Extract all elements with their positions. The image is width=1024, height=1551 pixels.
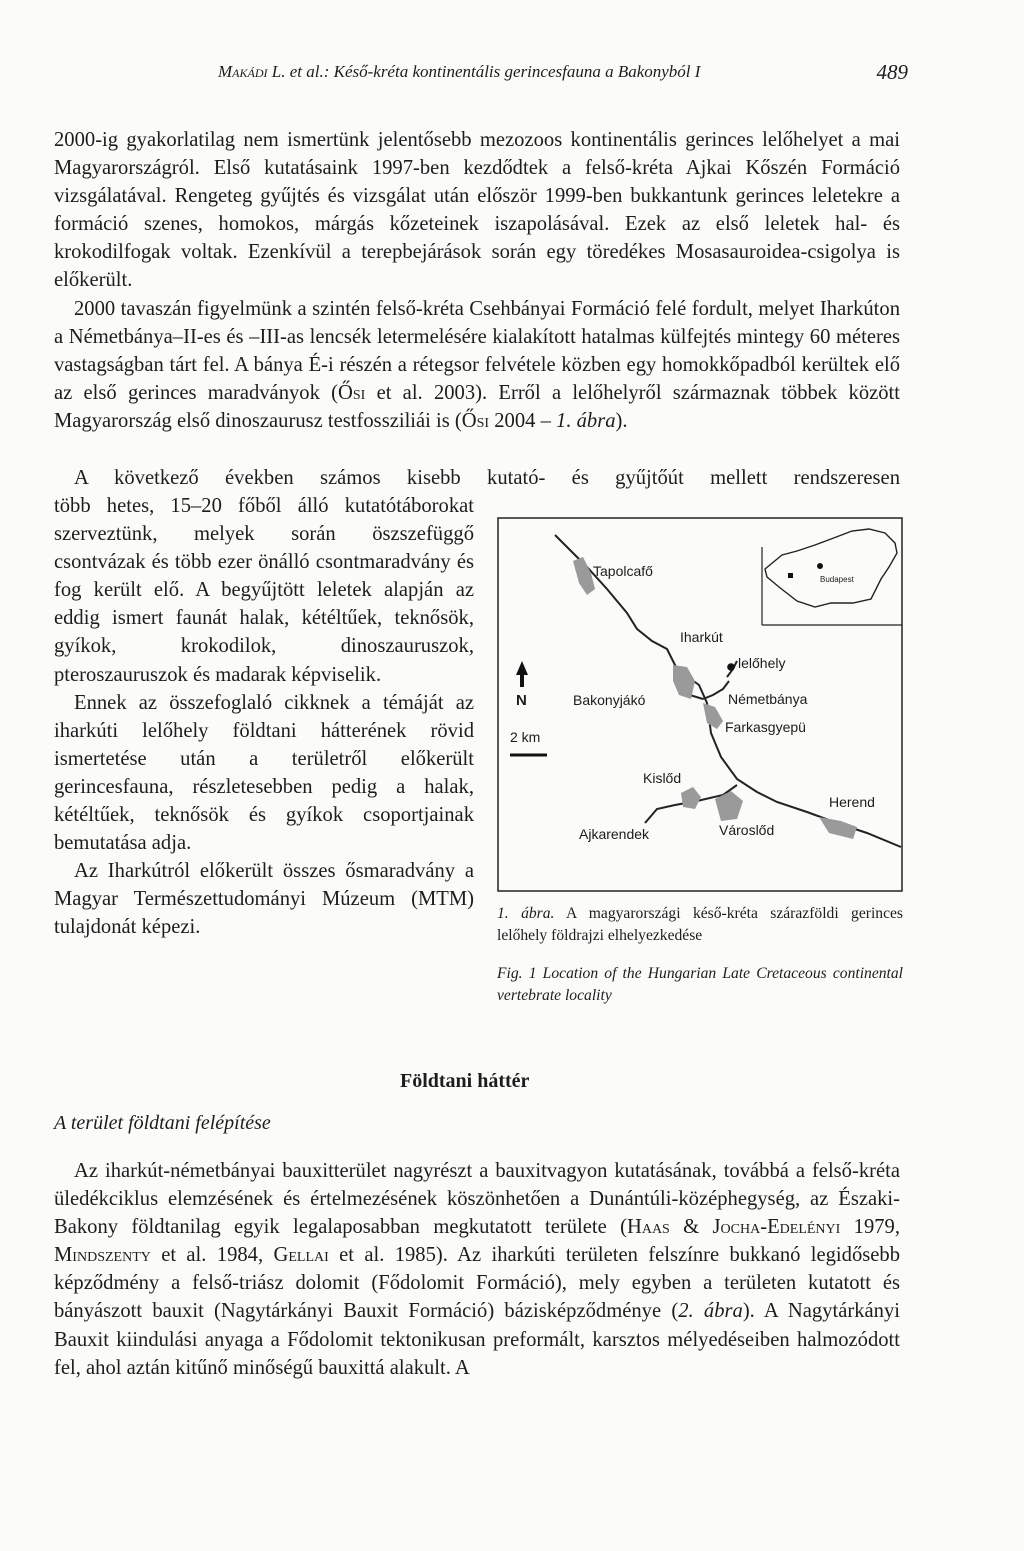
hungary-outline [765, 529, 897, 607]
locality-marker [727, 663, 735, 671]
page-number: 489 [876, 60, 908, 84]
north-label: N [516, 692, 527, 709]
p2-figure-ref: 1. ábra [556, 409, 616, 432]
geo-ref-2: Mindszenty [54, 1244, 151, 1267]
geo-figure-ref: 2. ábra [678, 1300, 743, 1323]
label-ajkarendek: Ajkarendek [579, 826, 650, 842]
p2-text-b: et al. 2003). Erről a lelőhelyről származnak többek között Magyarország első dinoszaurusz testfossziliái is ( [54, 381, 900, 432]
geo-ref-3: Gellai [273, 1244, 329, 1267]
p2-text-c: 2004 – [489, 409, 557, 432]
label-lelohely: lelőhely [738, 655, 786, 671]
intro-paragraph-3-rest: több hetes, 15–20 főből álló kutatótáborokat szerveztünk, melyek során öszszefüggő csontvázak és több ezer önálló csontmaradvány és fog került elő. A begyűjtött leletek alapján az eddig ismert faunát halak, kétéltűek, teknősök, gyíkok, krokodilok, dinoszauruszok, pteroszauruszok és madarak képviselik. [54, 495, 474, 686]
location-map-figure [497, 517, 903, 892]
caption-en-label: Fig. 1 [497, 965, 537, 982]
running-head-author: Makádi L. [218, 62, 286, 81]
p2-text-d: ). [615, 409, 628, 432]
p2-ref-author-1: Ősi [338, 381, 366, 404]
label-herend: Herend [829, 794, 875, 810]
budapest-dot [817, 563, 823, 569]
label-farkasgyepu: Farkasgyepü [725, 719, 806, 735]
intro-paragraph-3-first-line [54, 464, 900, 492]
p3-first-line-text: A következő években számos kisebb kutató- és gyűjtőút mellett rendszeresen [74, 467, 900, 489]
label-budapest: Budapest [820, 575, 854, 584]
figure-caption-hungarian [497, 903, 903, 947]
label-tapolcafo: Tapolcafő [593, 563, 653, 579]
label-iharkut: Iharkút [680, 629, 723, 645]
intro-paragraph-4: Ennek az összefoglaló cikknek a témáját az iharkúti lelőhely földtani hátterének rövid ismertetése után a területről előkerült gerincesfauna, részletesebben pedig a halak, kétéltűek, teknősök és gyíkok csoportjainak bemutatása adja. [54, 691, 474, 855]
narrow-column [54, 492, 474, 942]
p2-ref-author-2: Ősi [461, 409, 490, 432]
caption-hu-text: A magyarországi késő-kréta szárazföldi gerinces lelőhely földrajzi elhelyezkedése [497, 905, 903, 944]
north-arrow [516, 661, 528, 687]
intro-paragraph-1: 2000-ig gyakorlatilag nem ismertünk jelentősebb mezozoos kontinentális gerinces lelőhelyet a mai Magyarországról. Első kutatásaink 1997-ben kezdődtek a felső-kréta Ajkai Kőszén Formáció vizsgálatával. Rengeteg gyűjtés és vizsgálat után először 1999-ben bukkantunk gerinces leletekre a formáció szenes, homokos, márgás kőzeteinek iszapolásával. Ezek az első leletek hal- és krokodilfogak voltak. Ezenkívül a terepbejárások során egy töredékes Mosasauroidea-csigolya is előkerült. [54, 129, 900, 292]
geo-ref-1: Haas & Jocha-Edelényi [626, 1216, 841, 1239]
label-kislod: Kislőd [643, 770, 682, 786]
running-head-title: et al.: Késő-kréta kontinentális gerincesfauna a Bakonyból I [285, 62, 701, 81]
locality-square-marker [788, 573, 793, 578]
geo-text-b: 1979, [840, 1216, 900, 1239]
intro-paragraph-2 [54, 295, 900, 435]
p2-text-a: 2000 tavaszán figyelmünk a szintén felső-kréta Csehbányai Formáció felé fordult, melyet Iharkúton a Németbánya–II-es és –III-as lencsék letermelésére kialakított hatalmas külfejtés mintegy 60 méteres vastagságban tárt fel. A bánya É-i részén a rétegsor felvétele közben egy homokkőpadból kerültek elő az első gerinces maradványok ( [54, 297, 900, 404]
scale-label: 2 km [510, 729, 541, 745]
label-nemetbanya: Németbánya [728, 691, 808, 707]
running-head [218, 62, 700, 82]
intro-paragraph-5: Az Iharkútról előkerült összes ősmaradvány a Magyar Természettudományi Múzeum (MTM) tulajdonát képezi. [54, 860, 474, 939]
section-heading: Földtani háttér [400, 1070, 530, 1092]
caption-en-text: Location of the Hungarian Late Cretaceous continental vertebrate locality [497, 965, 904, 1004]
subsection-heading: A terület földtani felépítése [54, 1112, 271, 1134]
geo-text-e: ). A Nagytárkányi Bauxit kiindulási anyaga a Fődolomit tektonikusan preformált, karsztos mélyedéseiben halmozódott fel, ahol aztán kitűnő minőségű bauxittá alakult. A [54, 1300, 900, 1379]
intro-block [54, 126, 900, 435]
geology-paragraph [54, 1157, 900, 1382]
caption-hu-label: 1. ábra. [497, 905, 555, 922]
page-header [218, 62, 908, 88]
geo-text-a: Az iharkút-németbányai bauxitterület nagyrészt a bauxitvagyon kutatásának, továbbá a felső-kréta üledékciklus elemzésének és értelmezésének köszönhetően a Dunántúli-középhegység, az Északi-Bakony földtanilag egyik legalaposabban megkutatott területe ( [54, 1160, 900, 1239]
label-varoslod: Városlőd [719, 822, 775, 838]
geology-block [54, 1157, 900, 1382]
figure-caption-english [497, 963, 903, 1007]
geo-text-c: et al. 1984, [150, 1244, 274, 1267]
label-bakonyjako: Bakonyjákó [573, 692, 646, 708]
geo-text-d: et al. 1985). Az iharkúti területen felszínre bukkanó legidősebb képződmény a felső-triász dolomit (Fődolomit Formáció), mely egyben a területen kutatott és bányászott bauxit (Nagytárkányi Bauxit Formáció) bázisképződménye ( [54, 1244, 900, 1323]
